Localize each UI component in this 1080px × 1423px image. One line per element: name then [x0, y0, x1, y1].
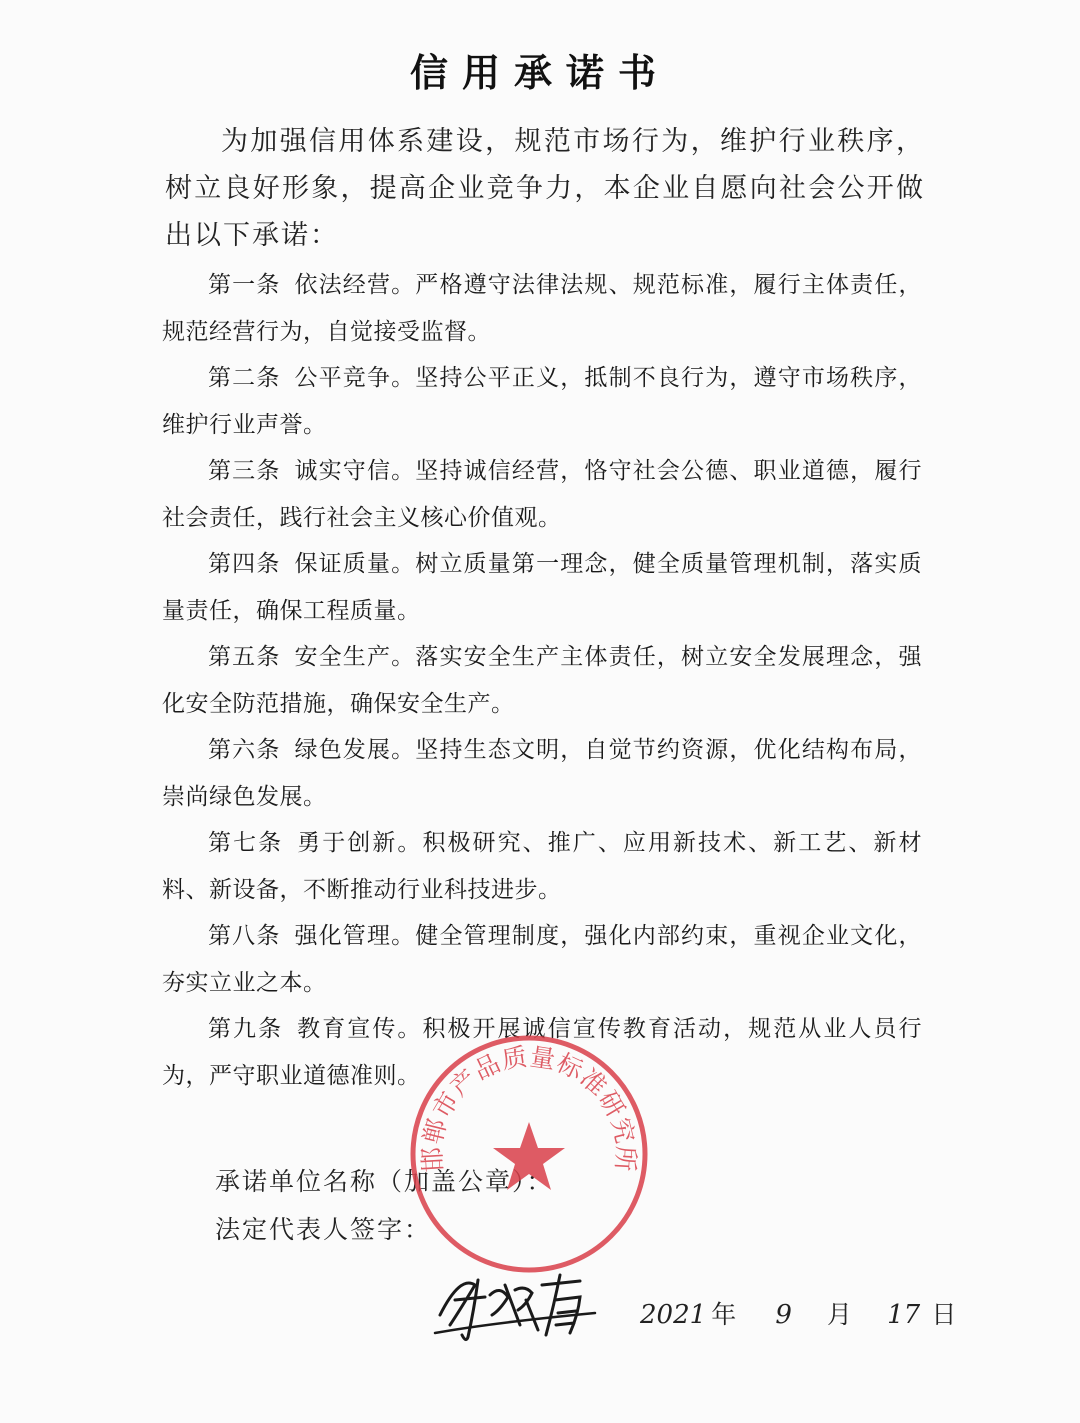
article-text: 绿色发展。坚持生态文明，自觉节约资源，优化结构布局，崇尚绿色发展。 [162, 737, 923, 810]
article-item [162, 634, 922, 727]
article-item [162, 820, 922, 913]
article-text: 强化管理。健全管理制度，强化内部约束，重视企业文化，夯实立业之本。 [162, 923, 923, 996]
date-year: 2021 [640, 1300, 707, 1330]
article-number: 第八条 [208, 923, 281, 949]
article-number: 第九条 [208, 1016, 284, 1042]
date-day: 17 [887, 1300, 921, 1330]
article-item [162, 541, 922, 634]
legal-representative-label: 法定代表人签字： [215, 1215, 432, 1244]
article-number: 第七条 [208, 830, 284, 856]
article-number: 第二条 [208, 365, 281, 391]
signing-date [640, 1295, 956, 1331]
date-day-unit: 日 [931, 1300, 957, 1329]
sign-unit-label: 承诺单位名称（加盖公章）： [215, 1167, 554, 1196]
article-text: 公平竞争。坚持公平正义，抵制不良行为，遵守市场秩序，维护行业声誉。 [162, 365, 923, 438]
article-item [162, 448, 922, 541]
article-item [162, 355, 922, 448]
date-month: 9 [775, 1300, 792, 1330]
date-month-unit: 月 [827, 1300, 853, 1329]
document-title: 信用承诺书 [409, 50, 670, 95]
article-number: 第六条 [208, 737, 281, 763]
article-number: 第四条 [208, 551, 281, 577]
article-text: 保证质量。树立质量第一理念，健全质量管理机制，落实质量责任，确保工程质量。 [162, 551, 923, 624]
article-item [162, 727, 922, 820]
intro-paragraph: 为加强信用体系建设，规范市场行为，维护行业秩序，树立良好形象，提高企业竞争力，本企业自愿向社会公开做出以下承诺： [165, 126, 925, 251]
svg-text:邯郸市产品质量标准研究所: 邯郸市产品质量标准研究所 [417, 1042, 641, 1174]
official-seal-stamp [405, 1030, 653, 1278]
articles-list [162, 262, 922, 1099]
article-number: 第一条 [208, 272, 281, 298]
article-text: 安全生产。落实安全生产主体责任，树立安全发展理念，强化安全防范措施，确保安全生产。 [162, 644, 923, 717]
article-item [162, 262, 922, 355]
handwritten-signature [430, 1255, 610, 1350]
article-item [162, 913, 922, 1006]
seal-star-icon [493, 1122, 565, 1190]
article-number: 第五条 [208, 644, 281, 670]
article-number: 第三条 [208, 458, 281, 484]
date-year-unit: 年 [711, 1300, 737, 1329]
article-text: 教育宣传。积极开展诚信宣传教育活动，规范从业人员行为，严守职业道德准则。 [162, 1016, 923, 1089]
article-text: 依法经营。严格遵守法律法规、规范标准，履行主体责任，规范经营行为，自觉接受监督。 [162, 272, 923, 345]
article-text: 诚实守信。坚持诚信经营，恪守社会公德、职业道德，履行社会责任，践行社会主义核心价值观。 [162, 458, 923, 531]
article-text: 勇于创新。积极研究、推广、应用新技术、新工艺、新材料、新设备，不断推动行业科技进步。 [162, 830, 923, 903]
